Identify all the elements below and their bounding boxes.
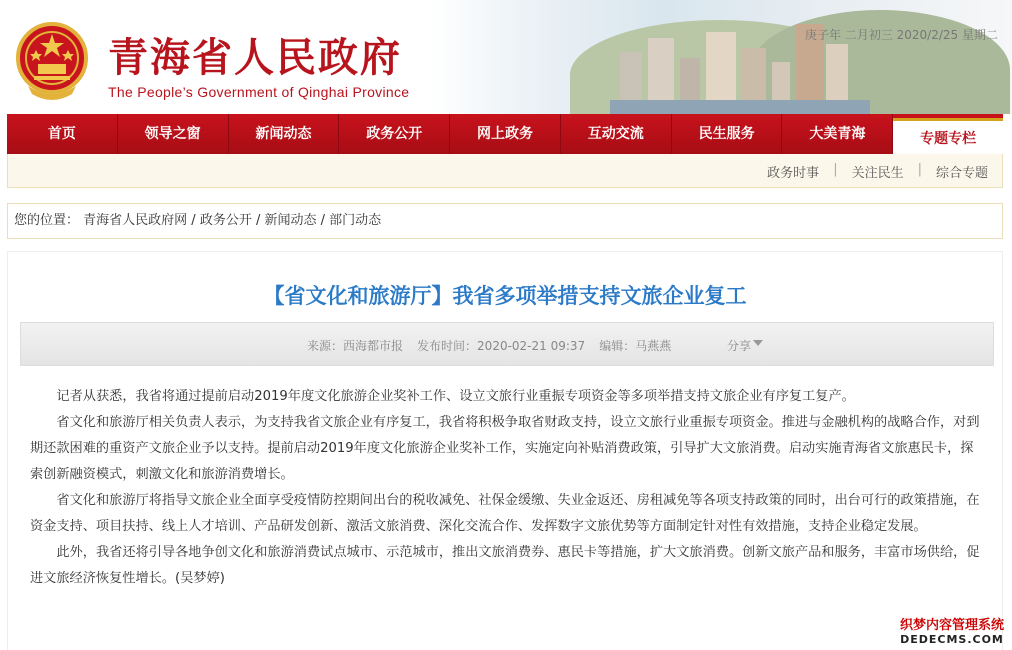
nav-item-leaders[interactable]: 领导之窗 <box>118 114 229 154</box>
nav-item-home[interactable]: 首页 <box>7 114 118 154</box>
nav-item-online-services[interactable]: 网上政务 <box>450 114 561 154</box>
share-button[interactable]: 分享 <box>727 337 763 354</box>
dedecms-watermark <box>900 614 1004 646</box>
breadcrumb-link-gov-affairs[interactable]: 政务公开 <box>199 213 252 228</box>
watermark-line2: DEDECMS.COM <box>900 633 1004 646</box>
national-emblem-icon <box>14 20 90 100</box>
site-header <box>0 0 1012 114</box>
breadcrumb-prefix: 您的位置： <box>14 213 80 228</box>
article <box>7 251 1003 650</box>
site-subtitle: The People’s Government of Qinghai Province <box>108 84 410 100</box>
subnav-link-affairs[interactable]: 政务时事 <box>767 166 820 181</box>
subnav-separator: | <box>833 162 838 177</box>
breadcrumb-link-dept-news[interactable]: 部门动态 <box>329 213 382 228</box>
subnav-link-livelihood[interactable]: 关注民生 <box>851 166 904 181</box>
site-title: 青海省人民政府 <box>108 34 402 81</box>
watermark-line1: 织梦内容管理系统 <box>899 618 1004 633</box>
breadcrumb-separator: / <box>187 213 200 228</box>
chevron-down-icon <box>753 340 763 346</box>
breadcrumb <box>7 203 1003 239</box>
nav-item-news[interactable]: 新闻动态 <box>229 114 340 154</box>
article-paragraph: 记者从获悉，我省将通过提前启动2019年度文化旅游企业奖补工作、设立文旅行业重振专项资金等多项举措支持文旅企业有序复工复产。 <box>56 389 855 404</box>
article-paragraph: 此外，我省还将引导各地争创文化和旅游消费试点城市、示范城市，推出文旅消费券、惠民卡等措施，扩大文旅消费。创新文旅产品和服务，丰富市场供给，促进文旅经济恢复性增长。(吴梦婷) <box>30 545 980 586</box>
meta-time: 发布时间：2020-02-21 09:37 <box>417 339 586 353</box>
nav-item-livelihood[interactable]: 民生服务 <box>672 114 783 154</box>
article-paragraph: 省文化和旅游厅将指导文旅企业全面享受疫情防控期间出台的税收减免、社保金缓缴、失业金返还、房租减免等各项支持政策的同时，出台可行的政策措施，在资金支持、项目扶持、线上人才培训、产品研发创新、激活文旅消费、深化交流合作、发挥数字文旅优势等方面制定针对性有效措施，支持企业稳定发展。 <box>30 493 980 534</box>
nav-item-beautiful-qinghai[interactable]: 大美青海 <box>782 114 893 154</box>
subnav-separator: | <box>917 162 922 177</box>
breadcrumb-link-news[interactable]: 新闻动态 <box>264 213 317 228</box>
meta-editor: 编辑：马燕燕 <box>599 339 672 353</box>
nav-item-gov-affairs[interactable]: 政务公开 <box>339 114 450 154</box>
header-city-banner <box>430 0 1012 114</box>
breadcrumb-separator: / <box>251 213 265 228</box>
breadcrumb-separator: / <box>316 213 330 228</box>
meta-source: 来源：西海都市报 <box>307 339 404 353</box>
subnav-link-topics[interactable]: 综合专题 <box>935 166 988 181</box>
nav-item-special-topics[interactable]: 专题专栏 <box>893 118 1003 154</box>
nav-item-interaction[interactable]: 互动交流 <box>561 114 672 154</box>
main-nav <box>7 114 1003 154</box>
breadcrumb-link-home[interactable]: 青海省人民政府网 <box>83 213 188 228</box>
date-line: 庚子年 二月初三 2020/2/25 星期二 <box>805 28 998 42</box>
article-body <box>30 384 985 592</box>
sub-nav <box>7 154 1003 188</box>
article-meta-bar <box>20 322 994 366</box>
article-title: 【省文化和旅游厅】我省多项举措支持文旅企业复工 <box>263 284 747 308</box>
article-paragraph: 省文化和旅游厅相关负责人表示，为支持我省文旅企业有序复工，我省将积极争取省财政支持，设立文旅行业重振专项资金。推进与金融机构的战略合作，对到期还款困难的重资产文旅企业予以支持。提前启动2019年度文化旅游企业奖补工作，实施定向补贴消费政策，引导扩大文旅消费。启动实施青海省文旅惠民卡，探索创新融资模式，刺激文化和旅游消费增长。 <box>30 415 980 482</box>
